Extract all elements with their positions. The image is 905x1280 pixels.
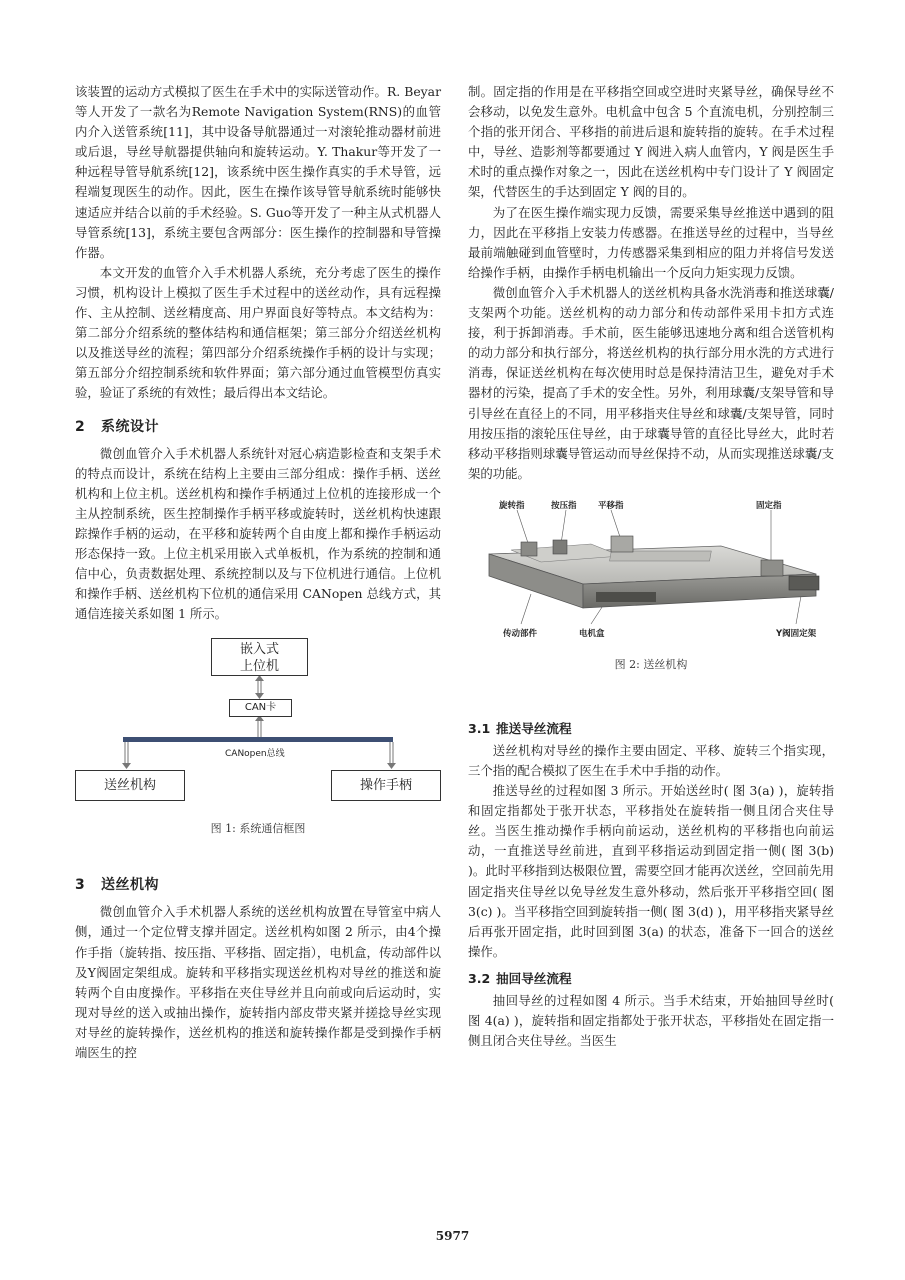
wire-feeder-box [75,770,185,801]
paragraph: 送丝机构对导丝的操作主要由固定、平移、旋转三个指实现，三个指的配合模拟了医生在手术中手指的动作。 [468,742,834,778]
bus-label: CANopen总线 [225,749,285,760]
paragraph: 为了在医生操作端实现力反馈，需要采集导丝推送中遇到的阻力，因此在平移指上安装力传感器。在推送导丝的过程中，当导丝最前端触碰到血管壁时，力传感器采集到相应的阻力并将信号发送给操作手柄，由操作手柄电机输出一个反向力矩实现力反馈。 [468,204,834,280]
paragraph: 微创血管介入手术机器人系统的送丝机构放置在导管室中病人侧，通过一个定位臂支撑并固定。送丝机构如图 2 所示，由4个操作手指（旋转指、按压指、平移指、固定指），电机盒，传动部件以及Y阀固定架组成。旋转和平移指实现送丝机构对导丝的推送和旋转两个自由度操作。平移指在夹住导丝并且向前或向后运动时，实现对导丝的送入或抽出操作，旋转指内部皮带夹紧并搓捻导丝实现对导丝的旋转操作，送丝机构的推送和旋转操作都是受到操作手柄端医生的控 [75,904,441,1060]
label-transmission: 传动部件 [503,628,538,639]
can-card-label: CAN卡 [244,702,277,714]
subsection-title: 推送导丝流程 [496,720,572,736]
handle-box [331,770,441,801]
left-column [75,82,441,1063]
paragraph: 微创血管介入手术机器人系统针对冠心病造影检查和支架手术的特点而设计，系统在结构上主要由三部分组成：操作手柄、送丝机构和上位主机。送丝机构和操作手柄通过上位机的连接形成一个主从控制系统，医生控制操作手柄平移或旋转时，送丝机构快速跟踪操作手柄的运动，在平移和旋转两个自由度上都和操作手柄运动形态保持一致。上位主机采用嵌入式单板机，作为系统的控制和通信中心，负责数据处理、系统控制以及与下位机进行通信。上位机和操作手柄、送丝机构下位机的通信采用 CANopen 总线方式，其通信连接关系如图 1 所示。 [75,445,441,622]
section-number: 3 [75,877,86,894]
paragraph: 制。固定指的作用是在平移指空回或空进时夹紧导丝，确保导丝不会移动，以免发生意外。电机盒中包含 5 个直流电机，分别控制三个指的张开闭合、平移指的前进后退和旋转指的旋转。在手术过程中，导丝、造影剂等都要通过 Y 阀进入病人血管内，Y 阀是医生手术时的重点操作对象之一，因此在送丝机构中专门设计了 Y 阀固定架，代替医生的手达到固定 Y 阀的目的。 [468,84,834,200]
section-title: 送丝机构 [101,877,159,894]
section-number: 2 [75,418,86,435]
host-computer-box [211,638,308,676]
label-translate-finger: 平移指 [598,500,624,511]
label-press-finger: 按压指 [551,500,577,511]
paragraph: 该装置的运动方式模拟了医生在手术中的实际送管动作。R. Beyar等人开发了一款名为Remote Navigation System(RNS)的血管内介入送管系统[11]，其中设备导航器通过一对滚轮推动器材前进或后退，导丝导航器提供轴向和旋转运动。Y. Thakur等开发了一种远程导管导航系统[12]，该系统中医生操作真实的手术导管，远程端复现医生的动作。因此，医生在操作该导管导航系统时能够快速适应并结合以前的手术经验。S. Guo等开发了一种主从式机器人导管系统[13]，系统主要包含两部分：医生操作的控制器和导管操作器。 [75,84,441,260]
paragraph: 抽回导丝的过程如图 4 所示。当手术结束，开始抽回导丝时( 图 4(a) )，旋转指和固定指都处于张开状态，平移指处在固定指一侧且闭合夹住导丝。当医生 [468,992,834,1049]
host-label-line2: 上位机 [239,659,279,675]
handle-label: 操作手柄 [359,778,412,794]
subsection-heading-3-2 [468,968,834,987]
section-title: 系统设计 [101,418,159,435]
paragraph: 本文开发的血管介入手术机器人系统，充分考虑了医生的操作习惯，机构设计上模拟了医生手术过程中的送丝动作，具有远程操作、主从控制、送丝精度高、用户界面良好等特点。本文结构为：第二部分介绍系统的整体结构和通信框架；第三部分介绍送丝机构以及推送导丝的流程；第四部分介绍系统操作手柄的设计与实现；第五部分介绍控制系统和软件界面；第六部分通过血管模型仿真实验，验证了系统的有效性；最后得出本文结论。 [75,264,441,401]
wire-feeder-label: 送丝机构 [103,778,156,794]
label-motor-box: 电机盒 [579,628,605,639]
figure-1-diagram [75,638,441,814]
subsection-number: 3.1 [468,720,491,736]
page-number: 5977 [435,1229,470,1243]
host-label-line1: 嵌入式 [239,642,279,658]
subsection-heading-3-1 [468,718,834,737]
subsection-number: 3.2 [468,970,491,986]
figure-1-caption: 图 1: 系统通信框图 [210,822,306,836]
subsection-title: 抽回导丝流程 [496,970,572,986]
section-heading-2 [75,416,441,436]
figure-2-device-image [471,496,831,646]
paragraph: 推送导丝的过程如图 3 所示。开始送丝时( 图 3(a) )，旋转指和固定指都处于张开状态，平移指处在旋转指一侧且闭合夹住导丝。当医生推动操作手柄向前运动，送丝机构的平移指也向前运动，一直推送导丝前进，直到平移指运动到固定指一侧( 图 3(b) )。此时平移指到达极限位置，需要空回才能再次送丝，空回前先用固定指夹住导丝以免导丝发生意外移动，然后张开平移指空回( 图 3(c) )。当平移指空回到旋转指一侧( 图 3(d) )，用平移指夹紧导丝后再张开固定指，此时回到图 3(a) 的状态，准备下一回合的送丝操作。 [468,783,834,959]
label-fixed-finger: 固定指 [756,500,782,511]
paragraph: 微创血管介入手术机器人的送丝机构具备水洗消毒和推送球囊/支架两个功能。送丝机构的动力部分和传动部件采用卡扣方式连接，利于拆卸消毒。手术前，医生能够迅速地分离和组合送管机构的动力部分和执行部分，将送丝机构的执行部分用水洗的方式进行消毒，保证送丝机构在每次使用时总是保持清洁卫生，避免对手术器材的污染，提高了手术的安全性。另外，利用球囊/支架导管和导引导丝在直径上的不同，用平移指夹住导丝和球囊/支架导管，同时用按压指的滚轮压住导丝，由于球囊导管的直径比导丝大，此时若移动平移指则球囊导管运动而导丝保持不动，从而实现推送球囊/支架的功能。 [468,284,834,481]
right-column [468,82,834,1051]
can-card-box [229,699,292,717]
canopen-bus-bar [123,737,393,742]
label-y-valve-holder: Y阀固定架 [776,628,817,639]
wire-feeder-illustration [471,496,831,646]
figure-2-caption: 图 2: 送丝机构 [614,657,688,671]
label-rotate-finger: 旋转指 [499,500,525,511]
section-heading-3 [75,874,441,894]
